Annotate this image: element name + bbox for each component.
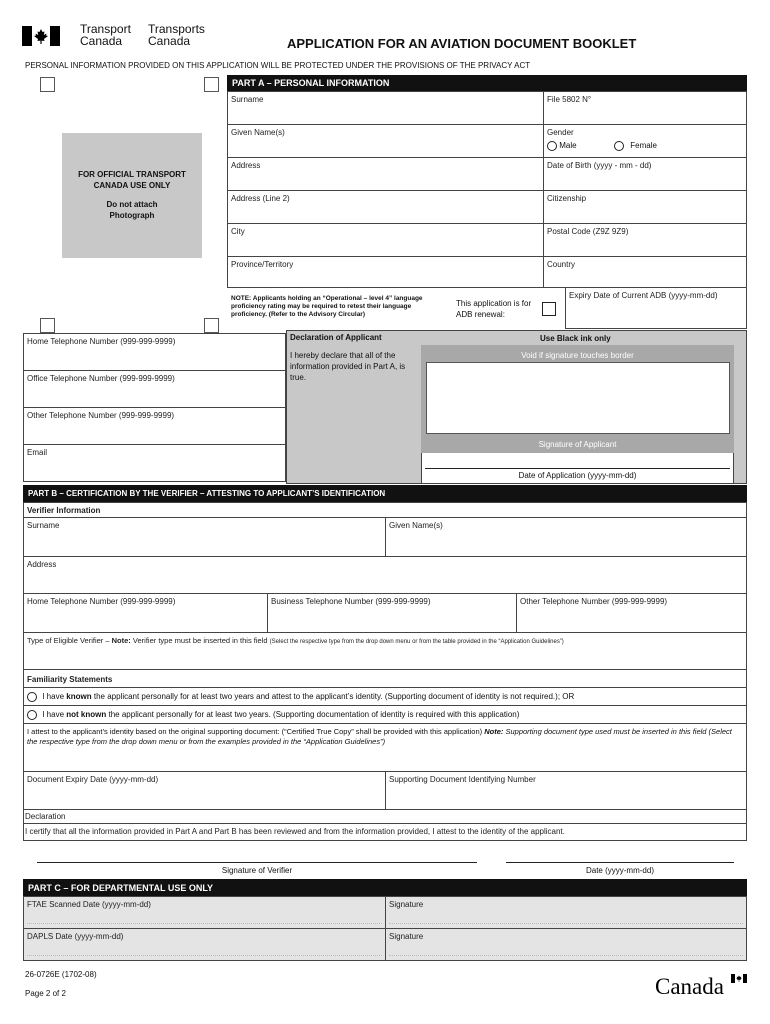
part-c-header: PART C – FOR DEPARTMENTAL USE ONLY bbox=[23, 879, 747, 897]
doc-id-label: Supporting Document Identifying Number bbox=[389, 775, 536, 784]
file-number-field[interactable] bbox=[543, 91, 747, 125]
city-field[interactable] bbox=[227, 223, 544, 257]
known-radio[interactable] bbox=[27, 692, 37, 702]
verifier-date-field[interactable] bbox=[506, 845, 734, 877]
black-ink-notice: Use Black ink only bbox=[540, 334, 611, 343]
ftae-signature-field[interactable] bbox=[385, 896, 747, 929]
renewal-label: This application is for ADB renewal: bbox=[456, 299, 532, 319]
surname-field[interactable] bbox=[227, 91, 544, 125]
verifier-address-label: Address bbox=[27, 560, 57, 569]
declaration-title: Declaration of Applicant bbox=[290, 333, 382, 342]
province-label: Province/Territory bbox=[231, 260, 294, 269]
doc-id-field[interactable] bbox=[385, 771, 747, 810]
photo-text-4: Photograph bbox=[109, 211, 155, 220]
photo-corner-bl bbox=[40, 318, 55, 333]
date-application-label: Date of Application (yyyy-mm-dd) bbox=[518, 471, 637, 480]
attest-italic-1: Supporting document type used must bbox=[505, 727, 630, 736]
known-text-post: the applicant personally for at least two years and attest to the applicant’s identity. (Supporting document of identity is not required.); OR bbox=[93, 692, 575, 702]
country-label: Country bbox=[547, 260, 576, 269]
verifier-info-label: Verifier Information bbox=[27, 506, 101, 515]
city-label: City bbox=[231, 227, 245, 236]
certify-statement bbox=[23, 823, 747, 841]
home-tel-label: Home Telephone Number (999-999-9999) bbox=[27, 337, 176, 346]
verifier-type-field[interactable] bbox=[23, 632, 747, 670]
photo-placeholder bbox=[62, 133, 202, 258]
canada-flag-logo bbox=[22, 26, 60, 46]
gender-female-radio[interactable] bbox=[614, 141, 624, 151]
dapls-signature-label: Signature bbox=[389, 932, 424, 941]
address2-label: Address (Line 2) bbox=[231, 194, 290, 203]
declaration-text: I hereby declare that all of the information provided in Part A, is true. bbox=[290, 351, 406, 382]
not-known-statement-row bbox=[23, 705, 747, 724]
verifier-surname-field[interactable] bbox=[23, 517, 386, 557]
known-text-pre: I have bbox=[42, 692, 65, 702]
verifier-surname-label: Surname bbox=[27, 521, 60, 530]
not-known-radio[interactable] bbox=[27, 710, 37, 720]
photo-corner-br bbox=[204, 318, 219, 333]
familiarity-label: Familiarity Statements bbox=[27, 675, 113, 684]
verifier-given-field[interactable] bbox=[385, 517, 747, 557]
not-known-text-bold: not known bbox=[66, 710, 107, 720]
expiry-field[interactable] bbox=[565, 287, 747, 329]
applicant-signature-box[interactable] bbox=[426, 362, 730, 434]
verifier-address-field[interactable] bbox=[23, 556, 747, 594]
declaration-label: Declaration bbox=[25, 812, 66, 821]
verifier-other-tel-field[interactable] bbox=[516, 593, 747, 633]
photo-text-1: FOR OFFICIAL TRANSPORT bbox=[78, 170, 186, 179]
dept-name-fr-2: Canada bbox=[148, 34, 191, 48]
postal-code-label: Postal Code (Z9Z 9Z9) bbox=[547, 227, 629, 236]
verifier-business-tel-field[interactable] bbox=[267, 593, 517, 633]
home-tel-field[interactable] bbox=[23, 333, 286, 371]
canada-wordmark-text: Canada bbox=[655, 974, 724, 999]
province-field[interactable] bbox=[227, 256, 544, 288]
verifier-type-hint: (Select the respective type from the drop down menu or from the table provided in the “Application Guidelines”) bbox=[269, 639, 564, 645]
verifier-home-tel-label: Home Telephone Number (999-999-9999) bbox=[27, 597, 176, 606]
form-number: 26-0726E (1702-08) bbox=[25, 970, 97, 979]
gender-female-label: Female bbox=[630, 141, 657, 151]
photo-corner-tl bbox=[40, 77, 55, 92]
verifier-business-tel-label: Business Telephone Number (999-999-9999) bbox=[271, 597, 431, 606]
surname-label: Surname bbox=[231, 95, 264, 104]
verifier-date-label: Date (yyyy-mm-dd) bbox=[585, 866, 654, 875]
verifier-signature-field[interactable] bbox=[37, 845, 477, 877]
ftae-date-field[interactable] bbox=[23, 896, 386, 929]
dapls-date-field[interactable] bbox=[23, 928, 386, 961]
citizenship-label: Citizenship bbox=[547, 194, 587, 203]
applicant-signature-label: Signature of Applicant bbox=[538, 440, 617, 449]
known-text-bold: known bbox=[66, 692, 92, 702]
country-field[interactable] bbox=[543, 256, 747, 288]
page-number: Page 2 of 2 bbox=[25, 989, 66, 998]
ftae-date-label: FTAE Scanned Date (yyyy-mm-dd) bbox=[27, 900, 151, 909]
email-label: Email bbox=[27, 448, 48, 457]
canada-wordmark bbox=[655, 972, 750, 1002]
other-tel-field[interactable] bbox=[23, 407, 286, 445]
not-known-text-pre: I have bbox=[42, 710, 65, 720]
gender-male-radio[interactable] bbox=[547, 141, 557, 151]
ftae-signature-label: Signature bbox=[389, 900, 424, 909]
office-tel-field[interactable] bbox=[23, 370, 286, 408]
verifier-signature-label: Signature of Verifier bbox=[221, 866, 293, 875]
verifier-other-tel-label: Other Telephone Number (999-999-9999) bbox=[520, 597, 668, 606]
familiarity-heading bbox=[23, 669, 747, 688]
gender-label: Gender bbox=[547, 128, 574, 137]
dob-field[interactable] bbox=[543, 157, 747, 191]
form-title: APPLICATION FOR AN AVIATION DOCUMENT BOOKLET bbox=[287, 36, 637, 51]
verifier-info-heading bbox=[23, 502, 747, 518]
given-names-label: Given Name(s) bbox=[231, 128, 285, 137]
not-known-text-post: the applicant personally for at least two years. (Supporting documentation of identity is required with this application) bbox=[108, 710, 520, 720]
part-b-header: PART B – CERTIFICATION BY THE VERIFIER – ATTESTING TO APPLICANT’S IDENTIFICATION bbox=[23, 485, 747, 502]
dept-name-fr: Transports bbox=[148, 22, 205, 36]
verifier-type-label: Type of Eligible Verifier – bbox=[27, 636, 110, 645]
dept-name-en: Transport bbox=[80, 22, 131, 36]
address-field[interactable] bbox=[227, 157, 544, 191]
supporting-document-field[interactable] bbox=[23, 723, 747, 772]
known-statement-row bbox=[23, 687, 747, 706]
other-tel-label: Other Telephone Number (999-999-9999) bbox=[27, 411, 175, 420]
dept-name-en-2: Canada bbox=[80, 34, 123, 48]
language-note: NOTE: Applicants holding an “Operational – level 4” language proficiency rating may be required to retest their language proficiency. (Refer to the Advisory Circular) bbox=[231, 295, 423, 318]
postal-code-field[interactable] bbox=[543, 223, 747, 257]
address2-field[interactable] bbox=[227, 190, 544, 224]
part-a-header: PART A – PERSONAL INFORMATION bbox=[227, 75, 747, 91]
file-number-label: File 5802 N° bbox=[547, 95, 592, 104]
dapls-date-label: DAPLS Date (yyyy-mm-dd) bbox=[27, 932, 124, 941]
photo-text-2: CANADA USE ONLY bbox=[93, 181, 171, 190]
gender-male-label: Male bbox=[559, 141, 577, 151]
expiry-label: Expiry Date of Current ADB (yyyy-mm-dd) bbox=[569, 291, 718, 300]
verifier-home-tel-field[interactable] bbox=[23, 593, 268, 633]
privacy-notice: PERSONAL INFORMATION PROVIDED ON THIS APPLICATION WILL BE PROTECTED UNDER THE PROVISIONS OF THE PRIVACY ACT bbox=[25, 61, 531, 70]
attest-text: I attest to the applicant’s identity based on the original supporting document: (“Certified True Copy” shall be provided with this application) bbox=[27, 727, 483, 736]
attest-italic-2: be inserted in this field (Select the respective type from the drop down menu or from the examples provided in the “Application Guidelines”) bbox=[27, 727, 732, 746]
address-label: Address bbox=[231, 161, 261, 170]
wordmark-flag-icon bbox=[731, 974, 747, 983]
verifier-type-note: Note: bbox=[111, 636, 131, 645]
doc-expiry-field[interactable] bbox=[23, 771, 386, 810]
attest-note: Note: bbox=[484, 727, 504, 736]
email-field[interactable] bbox=[23, 444, 286, 482]
dob-label: Date of Birth (yyyy - mm - dd) bbox=[547, 161, 652, 170]
renewal-checkbox[interactable] bbox=[542, 302, 556, 316]
gender-field bbox=[543, 124, 747, 158]
certify-text: I certify that all the information provided in Part A and Part B has been reviewed and from the information provided, I attest to the identity of the applicant. bbox=[25, 827, 565, 836]
photo-text-3: Do not attach bbox=[106, 200, 158, 209]
citizenship-field[interactable] bbox=[543, 190, 747, 224]
given-names-field[interactable] bbox=[227, 124, 544, 158]
date-application-field[interactable] bbox=[421, 453, 734, 483]
void-notice: Void if signature touches border bbox=[521, 351, 634, 360]
declaration-heading bbox=[23, 809, 747, 824]
doc-expiry-label: Document Expiry Date (yyyy-mm-dd) bbox=[27, 775, 159, 784]
verifier-type-text: Verifier type must be inserted in this field bbox=[132, 636, 268, 645]
office-tel-label: Office Telephone Number (999-999-9999) bbox=[27, 374, 175, 383]
photo-corner-tr bbox=[204, 77, 219, 92]
verifier-given-label: Given Name(s) bbox=[389, 521, 443, 530]
dapls-signature-field[interactable] bbox=[385, 928, 747, 961]
